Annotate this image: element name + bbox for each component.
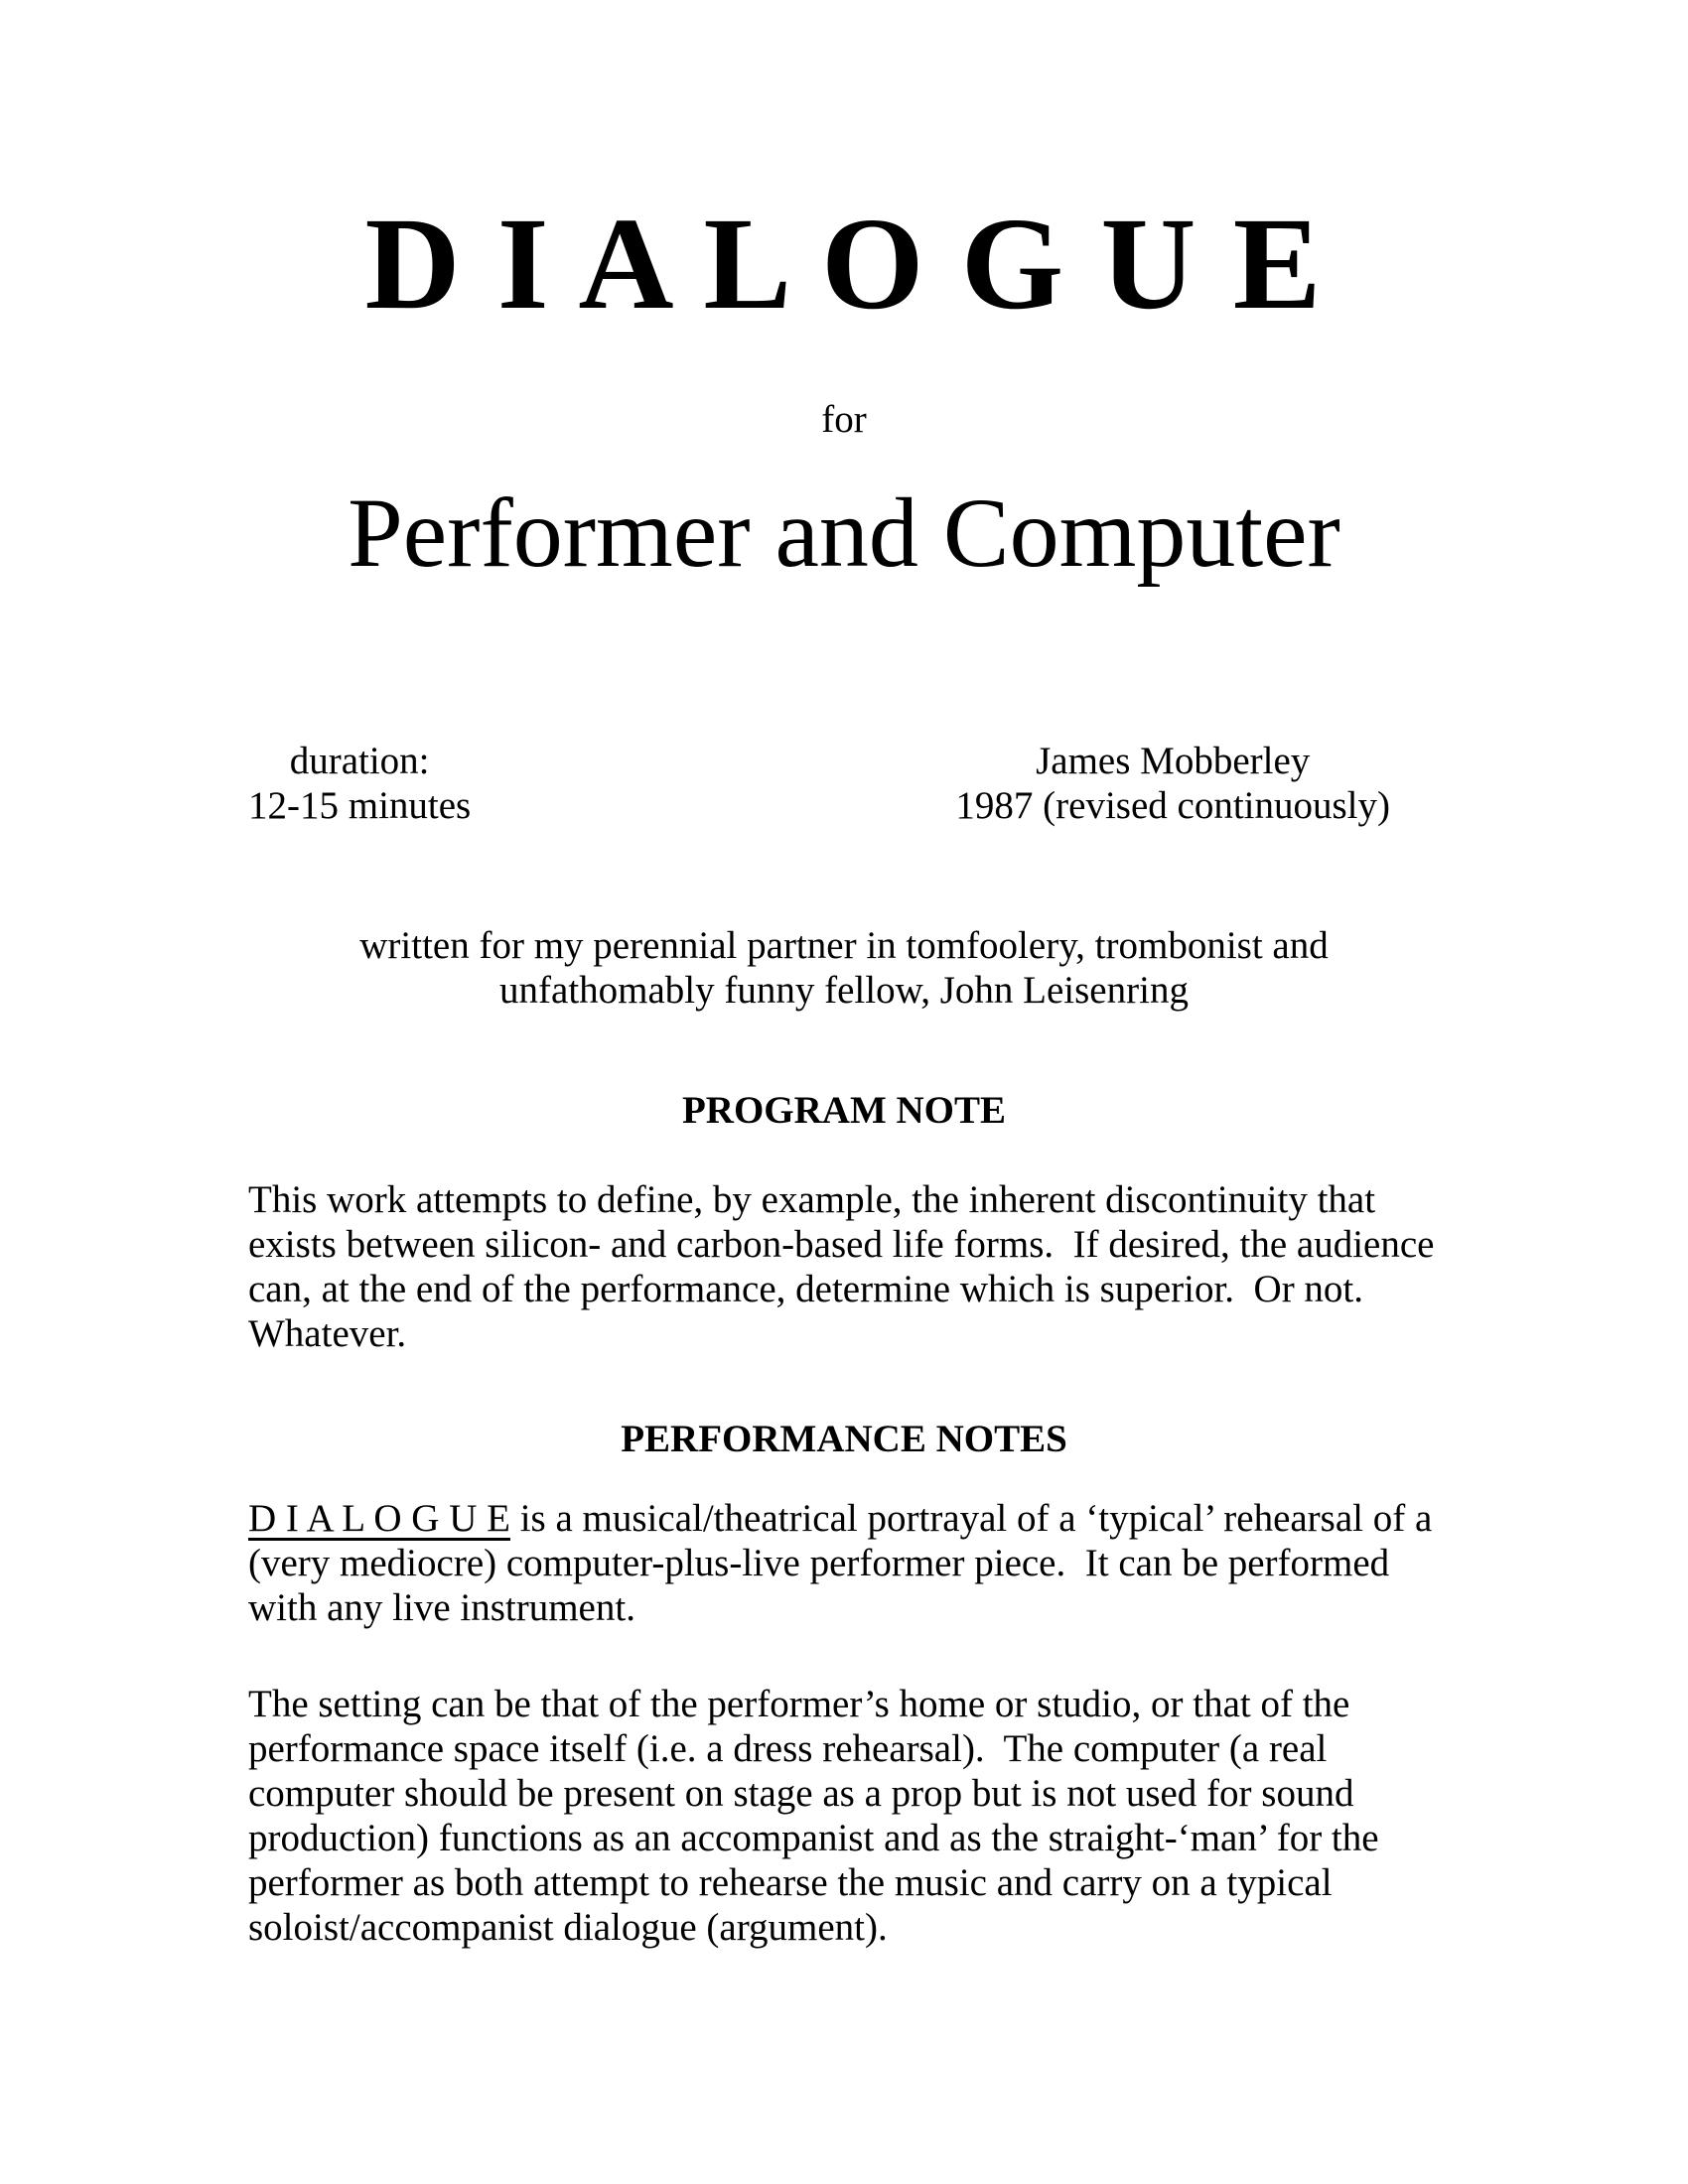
performance-notes-heading: PERFORMANCE NOTES [621, 1418, 1067, 1460]
program-note-heading: PROGRAM NOTE [681, 1089, 1007, 1132]
dedication [248, 923, 1440, 1013]
page-title: D I A L O G U E [364, 190, 1324, 337]
performance-notes-paragraph-2: The setting can be that of the performer’s home or studio, or that of the performance space itself (i.e. a dress rehearsal). The computer (a real computer should be present on stage as a prop but is not used for sound production) functions as an accompanist and as the straight-‘man’ for the performer as both attempt to rehearse the music and carry on a typical soloist/accompanist dialogue (argument). [248, 1683, 1389, 1949]
dedication-line-1: written for my perennial partner in tomfoolery, trombonist and [359, 924, 1329, 967]
dialogue-underlined-lead: D I A L O G U E [248, 1497, 510, 1540]
composer-name: James Mobberley [1036, 740, 1311, 782]
page-subtitle: Performer and Computer [348, 478, 1340, 588]
author-block [955, 739, 1390, 828]
dedication-line-2: unfathomably funny fellow, John Leisenring [499, 969, 1189, 1012]
performance-notes-paragraph-1-rest: is a musical/theatrical portrayal of a ‘typical’ rehearsal of a (very mediocre) computer-plus-live performer piece. It can be performed with any live instrument. [248, 1497, 1443, 1629]
performance-notes-paragraph-1 [248, 1496, 1443, 1630]
duration-value: 12-15 minutes [248, 784, 472, 827]
for-label: for [821, 398, 867, 441]
composition-year: 1987 (revised continuously) [955, 784, 1390, 827]
meta-row [248, 739, 1440, 828]
duration-block [248, 739, 471, 828]
duration-label: duration: [289, 740, 430, 782]
program-note-body: This work attempts to define, by example, the inherent discontinuity that exists between silicon- and carbon-based life forms. If desired, the audience can, at the end of the performance, determine which is superior. Or not. Whatever. [248, 1178, 1445, 1355]
